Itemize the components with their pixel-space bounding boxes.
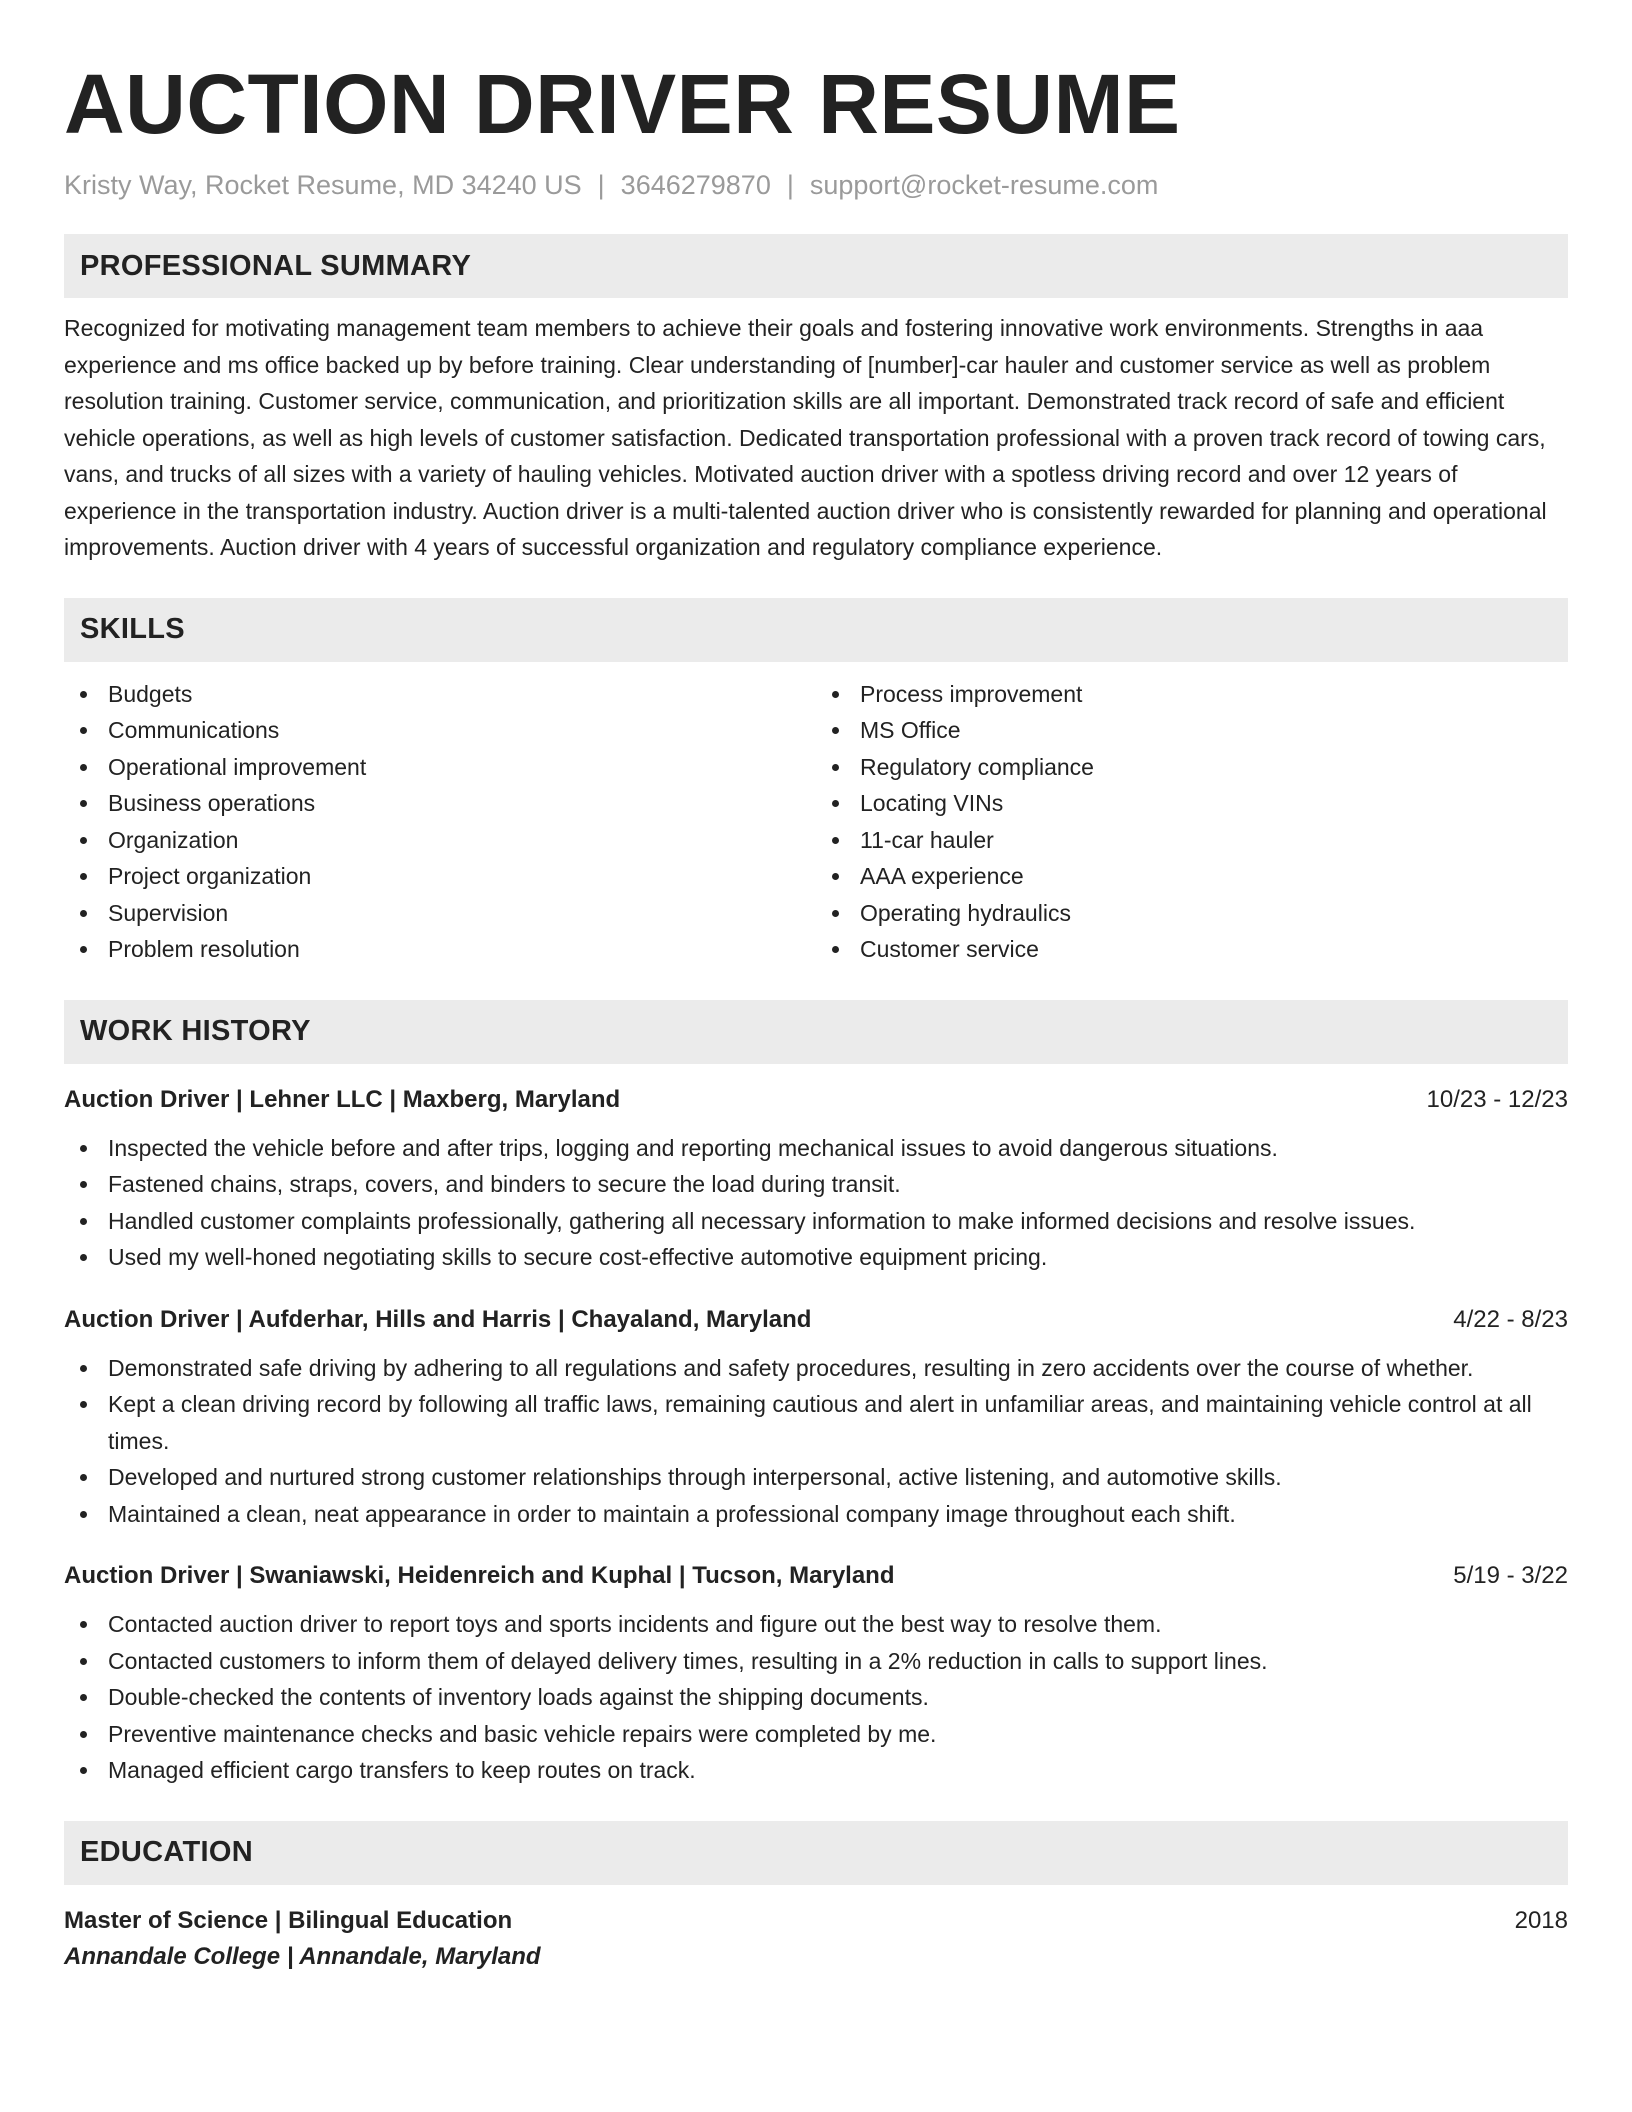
skill-item: AAA experience — [816, 858, 1568, 895]
job-bullet: Demonstrated safe driving by adhering to all regulations and safety procedures, resulting in zero accidents over the course of whether. — [64, 1350, 1568, 1387]
education-school: Annandale College | Annandale, Maryland — [64, 1942, 541, 1970]
skill-item: Communications — [64, 712, 816, 749]
skill-item: Supervision — [64, 895, 816, 932]
job-header — [64, 1082, 1568, 1118]
skill-item: Locating VINs — [816, 785, 1568, 822]
job-header — [64, 1302, 1568, 1338]
job-bullet: Kept a clean driving record by following all traffic laws, remaining cautious and alert in unfamiliar areas, and maintaining vehicle control at all times. — [64, 1386, 1568, 1459]
job-title: Auction Driver | Aufderhar, Hills and Harris | Chayaland, Maryland — [64, 1305, 812, 1333]
job-bullets — [64, 1606, 1568, 1789]
job-bullets — [64, 1130, 1568, 1276]
contact-line — [64, 168, 1568, 202]
skill-item: Project organization — [64, 858, 816, 895]
job-bullet: Managed efficient cargo transfers to keep routes on track. — [64, 1752, 1568, 1789]
skill-item: Business operations — [64, 785, 816, 822]
job-dates: 5/19 - 3/22 — [1453, 1562, 1568, 1589]
skill-item: Organization — [64, 822, 816, 859]
section-header-skills: SKILLS — [64, 598, 1568, 662]
skill-item: Regulatory compliance — [816, 749, 1568, 786]
skill-item: Problem resolution — [64, 931, 816, 968]
resume-title: AUCTION DRIVER RESUME — [64, 57, 1181, 151]
contact-separator: | — [597, 170, 605, 200]
job-bullet: Preventive maintenance checks and basic vehicle repairs were completed by me. — [64, 1716, 1568, 1753]
skills-list — [64, 676, 1568, 968]
contact-phone: 3646279870 — [620, 170, 771, 200]
job-bullet: Contacted customers to inform them of delayed delivery times, resulting in a 2% reduction in calls to support lines. — [64, 1643, 1568, 1680]
summary-text: Recognized for motivating management team members to achieve their goals and fostering innovative work environments. Strengths in aaa experience and ms office backed up by before training. Clear understanding of [number]-car hauler and customer service as well as problem resolution training. Customer service, communication, and prioritization skills are all important. Demonstrated track record of safe and efficient vehicle operations, as well as high levels of customer satisfaction. Dedicated transportation professional with a proven track record of towing cars, vans, and trucks of all sizes with a variety of hauling vehicles. Motivated auction driver with a spotless driving record and over 12 years of experience in the transportation industry. Auction driver is a multi-talented auction driver who is consistently rewarded for planning and operational improvements. Auction driver with 4 years of successful organization and regulatory compliance experience. — [64, 315, 1547, 560]
job-bullet: Inspected the vehicle before and after trips, logging and reporting mechanical issues to avoid dangerous situations. — [64, 1130, 1568, 1167]
job-entry — [64, 1558, 1568, 1789]
education-header — [64, 1903, 1568, 1939]
skill-item: Operational improvement — [64, 749, 816, 786]
skill-item: MS Office — [816, 712, 1568, 749]
job-bullet: Double-checked the contents of inventory loads against the shipping documents. — [64, 1679, 1568, 1716]
education-degree: Master of Science | Bilingual Education — [64, 1906, 513, 1934]
job-bullet: Fastened chains, straps, covers, and binders to secure the load during transit. — [64, 1166, 1568, 1203]
job-dates: 4/22 - 8/23 — [1453, 1305, 1568, 1333]
job-bullet: Maintained a clean, neat appearance in order to maintain a professional company image throughout each shift. — [64, 1496, 1568, 1533]
job-bullet: Contacted auction driver to report toys and sports incidents and figure out the best way to resolve them. — [64, 1606, 1568, 1643]
section-header-work-history: WORK HISTORY — [64, 1000, 1568, 1064]
job-dates: 10/23 - 12/23 — [1426, 1085, 1568, 1113]
job-header — [64, 1558, 1568, 1594]
skills-column-right — [816, 676, 1568, 968]
skill-item: Customer service — [816, 931, 1568, 968]
section-header-summary: PROFESSIONAL SUMMARY — [64, 234, 1568, 298]
skill-item: Process improvement — [816, 676, 1568, 713]
skill-item: 11-car hauler — [816, 822, 1568, 859]
contact-email: support@rocket-resume.com — [809, 170, 1159, 200]
job-entry — [64, 1082, 1568, 1276]
job-bullet: Developed and nurtured strong customer relationships through interpersonal, active listening, and automotive skills. — [64, 1459, 1568, 1496]
education-year: 2018 — [1514, 1906, 1568, 1934]
job-bullet: Handled customer complaints professionally, gathering all necessary information to make informed decisions and resolve issues. — [64, 1203, 1568, 1240]
skill-item: Budgets — [64, 676, 816, 713]
section-header-education: EDUCATION — [64, 1821, 1568, 1885]
job-bullet: Used my well-honed negotiating skills to secure cost-effective automotive equipment pricing. — [64, 1239, 1568, 1276]
skills-column-left — [64, 676, 816, 968]
contact-address: Kristy Way, Rocket Resume, MD 34240 US — [64, 170, 582, 200]
job-title: Auction Driver | Swaniawski, Heidenreich and Kuphal | Tucson, Maryland — [64, 1562, 895, 1589]
job-bullets — [64, 1350, 1568, 1533]
job-title: Auction Driver | Lehner LLC | Maxberg, Maryland — [64, 1085, 621, 1113]
contact-separator: | — [786, 170, 794, 200]
job-entry — [64, 1302, 1568, 1533]
skill-item: Operating hydraulics — [816, 895, 1568, 932]
